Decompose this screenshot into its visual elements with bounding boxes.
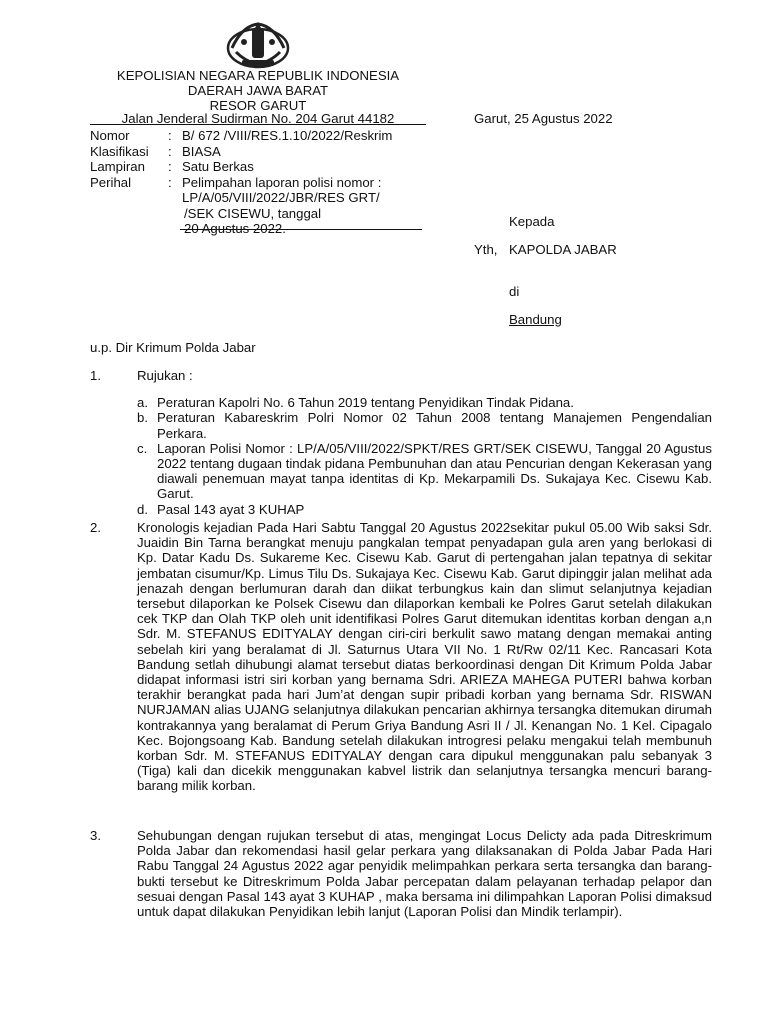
meta-row-lampiran [90, 159, 392, 175]
meta-value: Satu Berkas [182, 159, 254, 174]
transfer-text: Sehubungan dengan rujukan tersebut di atas, mengingat Locus Delicty ada pada Ditreskrimum Polda Jabar dan rekomendasi hasil gelar perkara yang dilaksanakan di Polda Jabar Pada Hari Rabu Tanggal 24 Agustus 2022 agar penyidik melimpahkan perkara serta tersangka dan barang-bukti tersebut ke Ditreskrimum Polda Jabar percepatan dalam pelayanan terhadap pelapor dan sesuai dengan Pasal 143 ayat 3 KUHAP , maka bersama ini dilimpahkan Laporan Polisi dimaksud untuk dapat dilakukan Penyidikan lebih lanjut (Laporan Polisi dan Mindik terlampir). [137, 828, 712, 920]
recipient-city-text: Bandung [509, 312, 562, 327]
item-letter: c. [137, 440, 148, 456]
section-3 [90, 828, 712, 919]
place-date: Garut, 25 Agustus 2022 [474, 111, 613, 126]
item-text: Peraturan Kapolri No. 6 Tahun 2019 tentang Penyidikan Tindak Pidana. [157, 395, 574, 411]
up-line: u.p. Dir Krimum Polda Jabar [90, 340, 256, 355]
item-text: Pasal 143 ayat 3 KUHAP [157, 501, 305, 517]
meta-separator: : [168, 143, 172, 159]
meta-label: Nomor [90, 128, 130, 143]
recipient-name: KAPOLDA JABAR [509, 242, 617, 257]
reference-item-d [137, 502, 712, 517]
meta-value: B/ 672 /VIII/RES.1.10/2022/Reskrim [182, 128, 393, 143]
item-text: Laporan Polisi Nomor : LP/A/05/VIII/2022/SPKT/RES GRT/SEK CISEWU, Tanggal 20 Agustus 2022 tentang dugaan tindak pidana Pembunuhan dan atau Pencurian dengan Kekerasan yang diawali penemuan mayat tanpa identitas di Kp. Mekarpamili Ds. Sukajaya Kec. Cisewu Kab. Garut. [157, 440, 712, 502]
meta-row-perihal [90, 175, 392, 191]
section-number: 3. [90, 828, 101, 843]
recipient-yth: Yth, [474, 242, 498, 257]
perihal-underline [180, 229, 422, 230]
meta-row-nomor [90, 128, 392, 144]
section-number: 2. [90, 520, 101, 535]
section-2 [90, 520, 712, 794]
item-letter: b. [137, 410, 148, 426]
meta-row-klasifikasi [90, 144, 392, 160]
item-letter: d. [137, 501, 148, 517]
section-number: 1. [90, 368, 101, 383]
perihal-continuation: LP/A/05/VIII/2022/JBR/RES GRT/ [182, 190, 380, 205]
section-title: Rujukan : [137, 368, 193, 383]
meta-label: Klasifikasi [90, 143, 149, 159]
recipient-city [509, 312, 562, 327]
meta-value: Pelimpahan laporan polisi nomor : [182, 174, 382, 190]
meta-separator: : [168, 128, 172, 143]
letterhead-address: Jalan Jenderal Sudirman No. 204 Garut 44182 [121, 111, 395, 126]
reference-item-b [137, 410, 712, 440]
item-text: Peraturan Kabareskrim Polri Nomor 02 Tahun 2008 tentang Manajemen Pengendalian Perkara. [157, 410, 712, 441]
section-1 [90, 368, 712, 517]
reference-item-c [137, 441, 712, 502]
letterhead-line-2: DAERAH JAWA BARAT [187, 83, 329, 98]
police-emblem-logo [222, 18, 294, 70]
reference-item-a [137, 395, 712, 410]
chronology-text: Kronologis kejadian Pada Hari Sabtu Tanggal 20 Agustus 2022sekitar pukul 05.00 Wib saksi Sdr. Juaidin Bin Tarna berangkat menuju pangkalan tempat penyadapan gula aren yang berlokasi di Kp. Datar Kadu Ds. Sukareme Kec. Cisewu Kab. Garut di pertengahan jalan tepatnya di sekitar jembatan cisumur/Kp. Limus Tilu Ds. Sukajaya Kec. Cisewu Kab. Garut dipinggir jalan melihat ada jenazah dengan berlumuran darah dan diikat terbungkus kain dan slimut selanjutnya kejadian tersebut dilaporkan ke Polsek Cisewu dan dilaporkan kembali ke Polres Garut setelah dilakukan cek TKP dan Olah TKP oleh unit identifikasi Polres Garut ditemukan identitas korban dengan a,n Sdr. M. STEFANUS EDITYALAY dengan ciri-ciri berkulit sawo matang dengan memakai anting sebelah kiri yang beralamat di Jl. Saturnus Utara VII No. 1 Rt/Rw 02/11 Kec. Rancasari Kota Bandung setlah dihubungi alamat tersebut diatas berkoordinasi dengan Dit Krimum Polda Jabar didapat informasi istri siri korban yang bernama Sdri. ARIEZA MAHEGA PUTERI bahwa korban terakhir berangkat pada hari Jum’at dengan supir pribadi korban yang bernama Sdr. RISWAN NURJAMAN alias UJANG selanjutnya dilakukan pencarian akhirnya tersangka ditemukan dirumah kontrakannya yang beralamat di Perum Griya Bandung Asri II / Jl. Kenangan No. 1 Kel. Cipagalo Kec. Bojongsoang Kab. Bandung setelah dilakukan introgresi pelaku mengakui telah membunuh korban Sdr. M. STEFANUS EDITYALAY dengan cara dipukul menggunakan palu sebanyak 3 (Tiga) kali dan dicekik menggunakan kabvel listrik dan selanjutnya tersangka mencuri barang-barang milik korban. [137, 520, 712, 794]
meta-value: BIASA [182, 143, 221, 159]
perihal-continuation: 20 Agustus 2022. [184, 221, 286, 236]
letterhead-divider [90, 124, 426, 125]
recipient-kepada: Kepada [509, 214, 555, 229]
letterhead-line-1: KEPOLISIAN NEGARA REPUBLIK INDONESIA [116, 68, 400, 83]
recipient-di: di [509, 284, 520, 299]
item-letter: a. [137, 395, 148, 411]
letter-meta [90, 128, 392, 237]
meta-label: Perihal [90, 174, 132, 190]
meta-label: Lampiran [90, 159, 145, 174]
perihal-continuation: /SEK CISEWU, tanggal [184, 205, 322, 221]
letterhead-line-3: RESOR GARUT [209, 98, 307, 113]
meta-separator: : [168, 159, 172, 174]
meta-separator: : [168, 174, 172, 190]
